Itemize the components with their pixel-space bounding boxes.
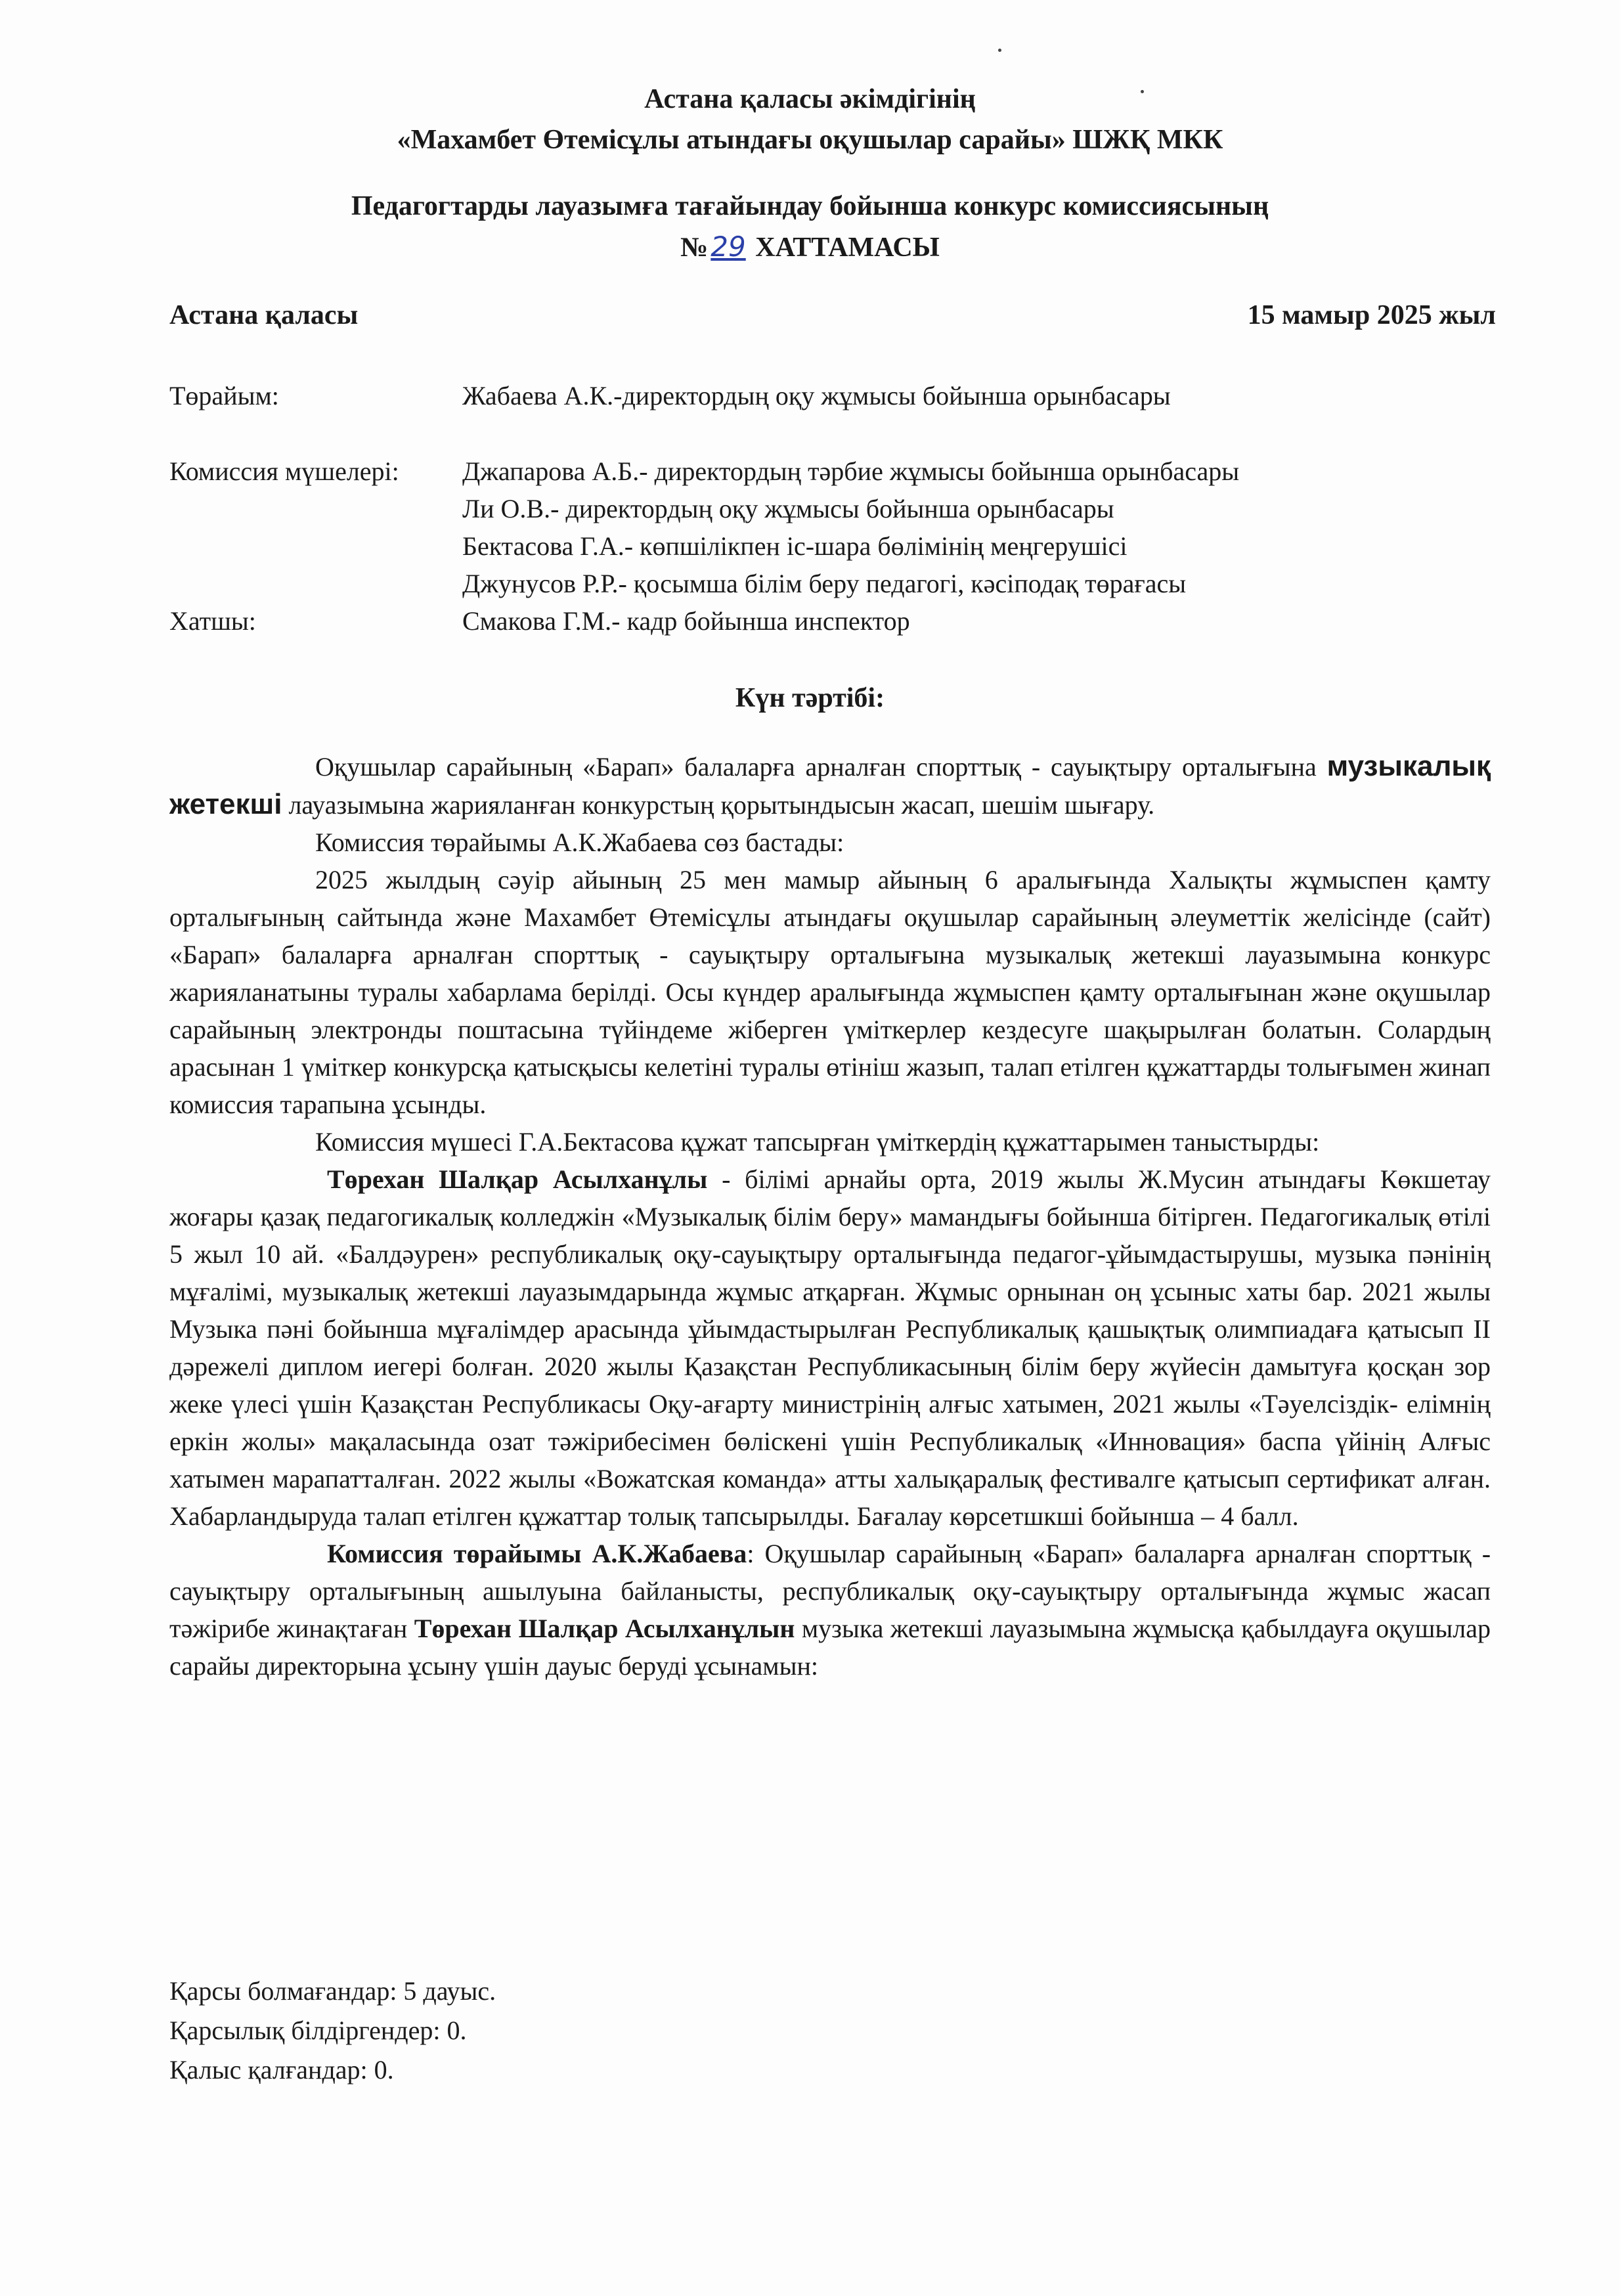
member-item: Ли О.В.- директордың оқу жұмысы бойынша орынбасары	[462, 494, 1114, 523]
announcement-paragraph: 2025 жылдың сәуір айының 25 мен мамыр айының 6 аралығында Халықты жұмыспен қамту орталығының сайтында және Махамбет Өтемісұлы атындағы оқушылар сарайының әлеуметтік желісінде (сайт) «Барап» балаларға арналған спорттық - сауықтыру орталығына музыкалық жетекші лауазымына конкурс жарияланатыны туралы хабарлама берілді. Осы күндер аралығында жұмыспен қамту орталығынан және оқушылар сарайының электронды поштасына түйіндеме жіберген үміткерлер кездесуге шақырылған болатын. Солардың арасынан 1 үміткер конкурсқа қатысқысы келетіні туралы өтініш жазып, талап етілген құжаттарды толығымен жинап комиссия тарапына ұсынды.	[169, 865, 1491, 1119]
candidate-name: Төрехан Шалқар Асылханұлы	[327, 1164, 708, 1194]
member-report-paragraph: Комиссия мүшесі Г.А.Бектасова құжат тапсырған үміткердің құжаттарымен таныстырды:	[315, 1127, 1320, 1157]
candidate-details: - білімі арнайы орта, 2019 жылы Ж.Мусин атындағы Көкшетау жоғары қазақ педагогикалық колледжін «Музыкалық білім беру» мамандығы бойынша бітірген. Педагогикалық өтілі 5 жыл 10 ай. «Балдәурен» республикалық оқу-сауықтыру орталығында педагог-ұйымдастырушы, музыка пәнінің мұғалімі, музыкалық жетекші лауазымдарында жұмыс атқарған. Жұмыс орнынан оң ұсыныс хаты бар. 2021 жылы Музыка пәні бойынша мұғалімдер арасында ұйымдастырылған Республикалық қашықтық олимпиадаға қатысып ІІ дәрежелі диплом иегері болған. 2020 жылы Қазақстан Республикасының білім беру жүйесін дамытуға қосқан зор жеке үлесі үшін Қазақстан Республикасы Оқу-ағарту министрінің алғыс хатымен, 2021 жылы «Тәуелсіздік- елімнің еркін жолы» мақаласында озат тәжірибесімен бөліскені үшін Республикалық «Инновация» баспа үйінің Алғыс хатымен марапатталған. 2022 жылы «Вожатская команда» атты халықаралық фестивалге қатысып сертификат алған. Хабарландыруда талап етілген құжаттар толық тапсырылды. Бағалау көрсетшкші бойынша – 4 балл.	[169, 1164, 1491, 1531]
chair-opening-paragraph: Комиссия төрайымы А.К.Жабаева сөз бастады:	[315, 828, 844, 857]
secretary-name: Смакова Г.М.- кадр бойынша инспектор	[462, 606, 910, 636]
title-line-1: Педагогтарды лауазымға тағайындау бойынша конкурс комиссиясының	[351, 191, 1269, 221]
candidate-paragraph	[169, 1160, 1491, 1535]
agenda-text: лауазымына жарияланған конкурстың қорытындысын жасап, шешім шығару.	[282, 790, 1155, 820]
protocol-word: ХАТТАМАСЫ	[748, 232, 940, 263]
votes-for: Қарсы болмағандар: 5 дауыс.	[169, 1976, 496, 2006]
agenda-text: Оқушылар сарайының «Барап» балаларға арналған спорттық - сауықтыру орталығына	[315, 752, 1327, 782]
chair-name: Жабаева А.К.-директордың оқу жұмысы бойынша орынбасары	[462, 381, 1171, 410]
organization-line-1: Астана қаласы әкімдігінің	[644, 84, 976, 114]
secretary-label: Хатшы:	[169, 606, 256, 636]
vote-results	[169, 1972, 496, 2090]
date-label: 15 мамыр 2025 жыл	[1247, 300, 1496, 330]
protocol-number: 29	[711, 231, 746, 263]
title-line-2	[0, 227, 1620, 268]
scan-speck	[998, 49, 1001, 52]
members-label: Комиссия мүшелері:	[169, 456, 399, 486]
chair-proposal-paragraph	[169, 1535, 1491, 1685]
document-header	[0, 79, 1620, 160]
organization-line-2: «Махамбет Өтемісұлы атындағы оқушылар сарайы» ШЖҚ МКК	[397, 125, 1223, 155]
document-title	[0, 186, 1620, 268]
proposal-text: музыка жетекші лауазымына жұмысқа қабылдауға оқушылар сарайы директорына ұсыну үшін дауыс беруді ұсынамын:	[169, 1614, 1491, 1681]
member-item: Джунусов Р.Р.- қосымша білім беру педагогі, кәсіподақ төрағасы	[462, 569, 1187, 598]
position-name: музыкалық жетекші	[169, 750, 1491, 820]
protocol-body	[169, 747, 1491, 1685]
member-item: Бектасова Г.А.- көпшілікпен іс-шара бөлімінің меңгерушісі	[462, 531, 1127, 561]
number-sign: №	[680, 232, 709, 263]
candidate-name-bold: Төрехан Шалқар Асылханұлын	[414, 1614, 795, 1643]
city-label: Астана қаласы	[169, 300, 359, 330]
proposal-text: : Оқушылар сарайының «Барап» балаларға арналған спорттық - сауықтыру орталығының ашылуына байланысты, республикалық оқу-сауықтыру орталығында жұмыс жасап тәжірибе жинақтаған	[169, 1539, 1491, 1643]
agenda-title: Күн тәртібі:	[735, 683, 885, 713]
chair-name-bold: Комиссия төрайымы А.К.Жабаева	[327, 1539, 747, 1568]
votes-abstain: Қалыс қалғандар: 0.	[169, 2055, 394, 2085]
votes-against: Қарсылық білдіргендер: 0.	[169, 2016, 467, 2045]
member-item: Джапарова А.Б.- директордың тәрбие жұмысы бойынша орынбасары	[462, 456, 1240, 486]
agenda-paragraph	[169, 747, 1491, 824]
chair-label: Төрайым:	[169, 381, 279, 410]
